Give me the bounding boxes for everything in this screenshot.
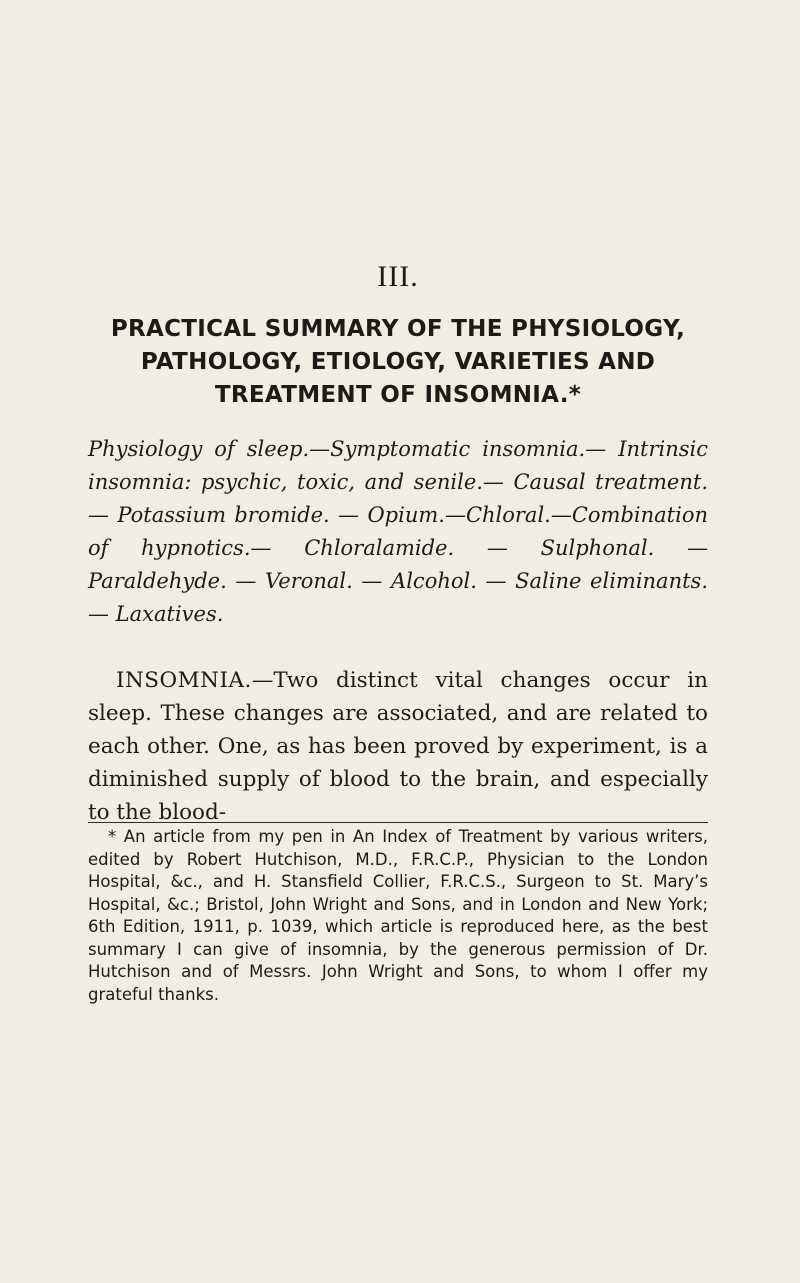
footnote-text: * An article from my pen in An Index of Treatment by various writers, edited by Robert Hutchison, M.D., F.R.C.P., Physician to the London Hospital, &c., and H. Stansfield Collier, F.R.C.S., Surgeon to St. Mary’s Hospital, &c.; Bristol, John Wright and Sons, and in London and New York; 6th Edition, 1911, p. 1039, which article is reproduced here, as the best summary I can give of insomnia, by the generous permission of Dr. Hutchison and of Messrs. John Wright and Sons, to whom I offer my grateful thanks. bbox=[88, 827, 708, 1004]
footnote-divider bbox=[88, 822, 708, 823]
footnote bbox=[88, 826, 708, 1006]
body-paragraph bbox=[88, 664, 708, 829]
lead-word: INSOMNIA. bbox=[116, 668, 252, 693]
chapter-title: PRACTICAL SUMMARY OF THE PHYSIOLOGY, PATHOLOGY, ETIOLOGY, VARIETIES AND TREATMENT OF INSOMNIA.* bbox=[110, 316, 686, 408]
chapter-synopsis: Physiology of sleep.—Symptomatic insomnia.— Intrinsic insomnia: psychic, toxic, and senile.— Causal treatment. — Potassium bromide. — Opium.—Chloral.—Combination of hypnotics.— Chloralamide. — Sulphonal. — Paraldehyde. — Veronal. — Alcohol. — Saline eliminants. — Laxatives. bbox=[88, 437, 708, 626]
chapter-number: III. bbox=[377, 260, 419, 293]
body-text: —Two distinct vital changes occur in sleep. These changes are associated, and are related to each other. One, as has been proved by experiment, is a diminished supply of blood to the brain, and especially to the blood- bbox=[88, 668, 708, 825]
